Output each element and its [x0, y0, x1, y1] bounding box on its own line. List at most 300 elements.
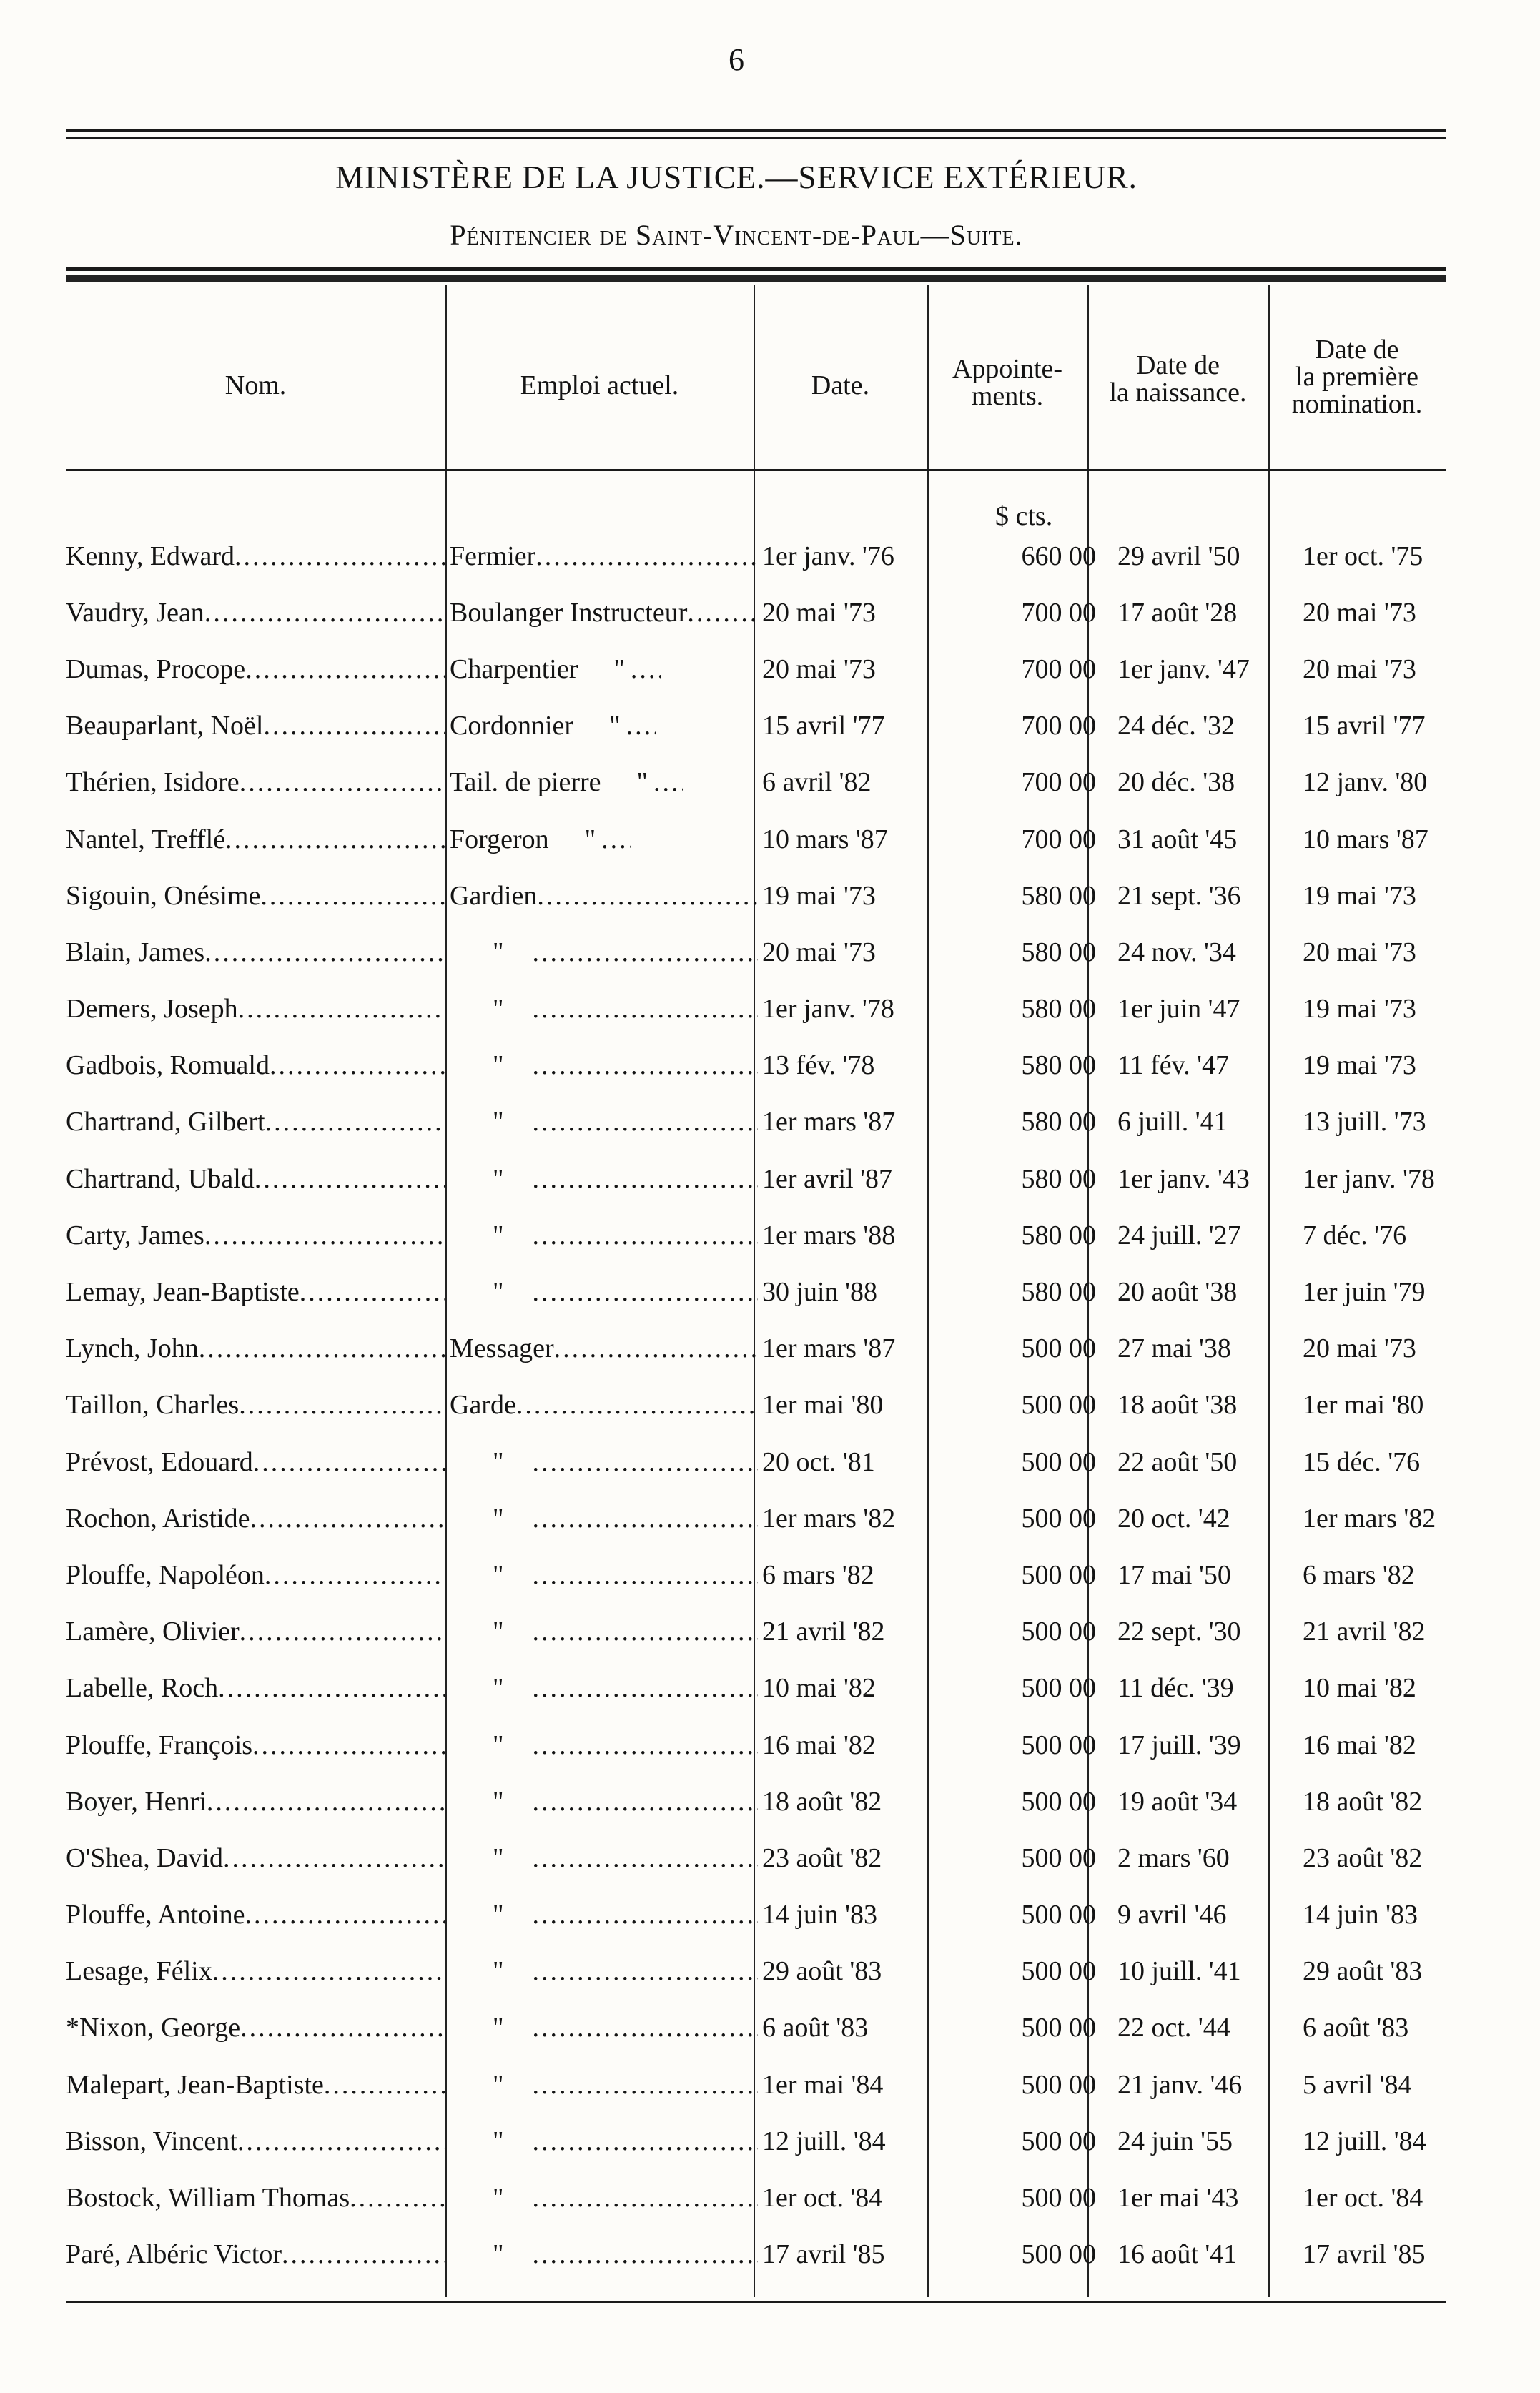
ditto-mark: " [493, 1617, 504, 1647]
cell-nom [66, 2226, 445, 2283]
cell-appointements: 580 00 [1021, 994, 1096, 1025]
nom-text: Boyer, Henri [66, 1786, 207, 1817]
page-title: MINISTÈRE DE LA JUSTICE.—SERVICE EXTÉRIEUR. [335, 159, 1137, 195]
cell-naissance: 22 août '50 [1117, 1446, 1238, 1477]
cell-naissance: 11 déc. '39 [1117, 1673, 1234, 1704]
emploi-text: Gardien [450, 880, 538, 911]
cell-naissance: 2 mars '60 [1117, 1842, 1230, 1873]
cell-emploi [445, 1037, 758, 1094]
header-naissance-line1: Date de [1135, 350, 1220, 380]
cell-date: 15 avril '77 [762, 711, 885, 741]
cell-nom [66, 1207, 445, 1263]
leader-dots [537, 880, 758, 912]
ditto-mark: " [493, 1786, 504, 1817]
leader-dots [204, 1220, 445, 1251]
cell-appointements: 500 00 [1021, 1390, 1096, 1421]
cell-premiere-nomination: 12 juill. '84 [1303, 2126, 1426, 2156]
cell-premiere-nomination: 20 mai '73 [1303, 653, 1416, 684]
header-premiere-line3: nomination. [1291, 389, 1423, 419]
table-row [66, 867, 1446, 924]
leader-dots [631, 653, 661, 685]
table-row [66, 1887, 1446, 1943]
ditto-mark: " [493, 994, 504, 1025]
header-naissance-line2: la naissance. [1109, 378, 1247, 408]
leader-dots [223, 1842, 445, 1874]
cell-emploi [445, 1434, 758, 1490]
leader-dots [270, 1050, 445, 1081]
cell-appointements: 580 00 [1021, 1050, 1096, 1081]
cell-appointements: 500 00 [1021, 2183, 1096, 2214]
nom-text: Paré, Albéric Victor [66, 2239, 282, 2270]
cell-appointements: 500 00 [1021, 1842, 1096, 1873]
cell-appointements: 500 00 [1021, 1446, 1096, 1477]
emploi-text: Fermier [450, 541, 536, 571]
cell-date: 30 juin '88 [762, 1277, 877, 1308]
cell-premiere-nomination: 16 mai '82 [1303, 1730, 1416, 1760]
ditto-mark: " [493, 2126, 504, 2156]
header-premiere-line1: Date de [1315, 335, 1399, 365]
nom-text: Lynch, John [66, 1333, 199, 1364]
table-row [66, 1604, 1446, 1660]
cell-premiere-nomination: 14 juin '83 [1303, 1900, 1418, 1930]
cell-date: 6 avril '82 [762, 767, 872, 798]
cell-emploi [445, 1604, 758, 1660]
cell-naissance: 24 juill. '27 [1117, 1220, 1241, 1250]
cell-nom [66, 1717, 445, 1773]
cell-appointements: 500 00 [1021, 2069, 1096, 2100]
leader-dots [350, 2182, 445, 2214]
cell-emploi [445, 1943, 758, 2000]
cell-appointements: 500 00 [1021, 1786, 1096, 1817]
cell-nom [66, 2113, 445, 2169]
cell-nom [66, 981, 445, 1037]
leader-dots [626, 710, 656, 741]
nom-text: Beauparlant, Noël [66, 711, 264, 741]
cell-naissance: 18 août '38 [1117, 1390, 1238, 1421]
cell-nom [66, 1887, 445, 1943]
cell-naissance: 1er juin '47 [1117, 994, 1240, 1025]
cell-nom [66, 1943, 445, 2000]
cell-nom [66, 641, 445, 697]
cell-nom [66, 2056, 445, 2113]
cell-nom [66, 1263, 445, 1320]
leader-dots [533, 1559, 758, 1591]
cell-nom [66, 754, 445, 811]
cell-date: 18 août '82 [762, 1786, 882, 1817]
header-premiere-line2: la première [1295, 362, 1418, 392]
cell-emploi [445, 1094, 758, 1150]
leader-dots [300, 1276, 445, 1308]
nom-text: Gadbois, Romuald [66, 1050, 270, 1081]
leader-dots [282, 2239, 445, 2270]
leader-dots [533, 1050, 758, 1081]
cell-nom [66, 1037, 445, 1094]
cell-naissance: 17 juill. '39 [1117, 1730, 1241, 1760]
cell-naissance: 24 nov. '34 [1117, 937, 1236, 967]
cell-date: 13 fév. '78 [762, 1050, 875, 1081]
subtitle-rule-thick [66, 275, 1446, 282]
cell-nom [66, 698, 445, 754]
cell-appointements: 500 00 [1021, 1559, 1096, 1590]
nom-text: Dumas, Procope [66, 653, 246, 684]
emploi-text: Cordonnier [450, 711, 574, 741]
nom-text: Lamère, Olivier [66, 1617, 240, 1647]
cell-emploi [445, 867, 758, 924]
ditto-mark: " [584, 824, 596, 854]
leader-dots [252, 1730, 445, 1761]
cell-emploi [445, 924, 758, 980]
leader-dots [533, 1955, 758, 1987]
cell-date: 10 mai '82 [762, 1673, 876, 1704]
leader-dots [239, 1389, 445, 1421]
emploi-text: Boulanger Instructeur [450, 597, 688, 628]
cell-premiere-nomination: 15 déc. '76 [1303, 1446, 1421, 1477]
cell-emploi [445, 2113, 758, 2169]
cell-premiere-nomination: 13 juill. '73 [1303, 1107, 1426, 1138]
leader-dots [554, 1333, 758, 1364]
table-row [66, 754, 1446, 811]
leader-dots [653, 766, 683, 798]
leader-dots [218, 1672, 445, 1704]
nom-text: Chartrand, Gilbert [66, 1107, 265, 1138]
nom-text: Bisson, Vincent [66, 2126, 237, 2156]
leader-dots [240, 2012, 445, 2043]
table-row [66, 1830, 1446, 1886]
cell-premiere-nomination: 19 mai '73 [1303, 1050, 1416, 1081]
table-row [66, 641, 1446, 697]
cell-date: 1er avril '87 [762, 1163, 893, 1194]
cell-premiere-nomination: 12 janv. '80 [1303, 767, 1428, 798]
leader-dots [263, 710, 445, 741]
cell-emploi [445, 698, 758, 754]
ditto-mark: " [493, 2239, 504, 2270]
ditto-mark: " [493, 2069, 504, 2100]
header-emploi: Emploi actuel. [520, 370, 679, 400]
leader-dots [533, 2182, 758, 2214]
cell-date: 12 juill. '84 [762, 2126, 886, 2156]
nom-text: O'Shea, David [66, 1842, 224, 1873]
leader-dots [533, 1220, 758, 1251]
nom-text: Labelle, Roch [66, 1673, 219, 1704]
cell-appointements: 580 00 [1021, 1163, 1096, 1194]
page-number: 6 [729, 42, 744, 77]
header-appointements-line1: Appointe- [952, 354, 1063, 384]
ditto-mark: " [493, 1163, 504, 1194]
nom-text: Malepart, Jean-Baptiste [66, 2069, 324, 2100]
table-row [66, 981, 1446, 1037]
cell-premiere-nomination: 1er oct. '84 [1303, 2183, 1423, 2214]
leader-dots [533, 1786, 758, 1817]
nom-text: Rochon, Aristide [66, 1503, 250, 1534]
table-row [66, 2169, 1446, 2226]
leader-dots [533, 1730, 758, 1761]
cell-premiere-nomination: 20 mai '73 [1303, 937, 1416, 967]
leader-dots [265, 1106, 445, 1138]
subtitle-rule [66, 267, 1446, 271]
cell-premiere-nomination: 18 août '82 [1303, 1786, 1423, 1817]
cell-nom [66, 1830, 445, 1886]
cell-premiere-nomination: 1er mars '82 [1303, 1503, 1436, 1534]
nom-text: Demers, Joseph [66, 994, 238, 1025]
cell-date: 1er mars '87 [762, 1333, 896, 1364]
leader-dots [533, 2012, 758, 2043]
ditto-mark: " [493, 1559, 504, 1590]
ditto-mark: " [613, 653, 625, 684]
cell-appointements: 500 00 [1021, 1673, 1096, 1704]
cell-premiere-nomination: 5 avril '84 [1303, 2069, 1412, 2100]
cell-emploi [445, 981, 758, 1037]
table-row [66, 1037, 1446, 1094]
cell-premiere-nomination: 1er oct. '75 [1303, 541, 1423, 571]
table-row [66, 528, 1446, 584]
cell-nom [66, 924, 445, 980]
cell-naissance: 17 mai '50 [1117, 1559, 1231, 1590]
cell-naissance: 6 juill. '41 [1117, 1107, 1228, 1138]
cell-date: 14 juin '83 [762, 1900, 877, 1930]
table-row [66, 1434, 1446, 1490]
cell-appointements: 700 00 [1021, 653, 1096, 684]
cell-emploi [445, 1717, 758, 1773]
cell-appointements: 580 00 [1021, 937, 1096, 967]
cell-nom [66, 867, 445, 924]
cell-naissance: 29 avril '50 [1117, 541, 1240, 571]
leader-dots [601, 824, 631, 855]
emploi-text: Messager [450, 1333, 554, 1364]
cell-premiere-nomination: 29 août '83 [1303, 1956, 1423, 1987]
nom-text: Prévost, Edouard [66, 1446, 253, 1477]
cell-emploi [445, 2056, 758, 2113]
nom-text: Nantel, Trefflé [66, 824, 226, 854]
nom-text: Taillon, Charles [66, 1390, 240, 1421]
nom-text: Carty, James [66, 1220, 204, 1250]
ditto-mark: " [493, 1107, 504, 1138]
nom-text: Thérien, Isidore [66, 767, 240, 798]
cell-appointements: 500 00 [1021, 1503, 1096, 1534]
leader-dots [516, 1389, 758, 1421]
cell-naissance: 24 juin '55 [1117, 2126, 1233, 2156]
cell-emploi [445, 754, 758, 811]
cell-premiere-nomination: 19 mai '73 [1303, 880, 1416, 911]
cell-emploi [445, 1490, 758, 1546]
leader-dots [533, 1899, 758, 1930]
staff-table-body [66, 528, 1446, 2283]
cell-premiere-nomination: 6 août '83 [1303, 2013, 1409, 2043]
currency-label: $ cts. [995, 501, 1053, 531]
leader-dots [225, 824, 445, 855]
cell-date: 16 mai '82 [762, 1730, 876, 1760]
cell-date: 1er janv. '76 [762, 541, 894, 571]
cell-date: 1er mars '88 [762, 1220, 896, 1250]
table-row [66, 1321, 1446, 1377]
cell-date: 21 avril '82 [762, 1617, 885, 1647]
table-row [66, 1094, 1446, 1150]
leader-dots [204, 597, 445, 628]
emploi-text: Forgeron [450, 824, 549, 854]
table-row [66, 1943, 1446, 2000]
nom-text: Sigouin, Onésime [66, 880, 261, 911]
cell-date: 1er mars '87 [762, 1107, 896, 1138]
cell-date: 10 mars '87 [762, 824, 888, 854]
leader-dots [324, 2069, 445, 2101]
table-row [66, 584, 1446, 641]
nom-text: Plouffe, Napoléon [66, 1559, 265, 1590]
cell-nom [66, 1490, 445, 1546]
cell-premiere-nomination: 10 mai '82 [1303, 1673, 1416, 1704]
table-row [66, 811, 1446, 867]
cell-naissance: 22 oct. '44 [1117, 2013, 1230, 2043]
ditto-mark: " [493, 1446, 504, 1477]
ditto-mark: " [493, 1900, 504, 1930]
ditto-mark: " [493, 2183, 504, 2214]
cell-nom [66, 1377, 445, 1434]
emploi-text: Tail. de pierre [450, 767, 601, 798]
cell-date: 1er oct. '84 [762, 2183, 883, 2214]
cell-naissance: 24 déc. '32 [1117, 711, 1235, 741]
cell-nom [66, 1150, 445, 1207]
cell-date: 20 mai '73 [762, 937, 876, 967]
cell-nom [66, 1434, 445, 1490]
cell-premiere-nomination: 17 avril '85 [1303, 2239, 1426, 2270]
ditto-mark: " [493, 1842, 504, 1873]
table-row [66, 1207, 1446, 1263]
ditto-mark: " [493, 1730, 504, 1760]
leader-dots [204, 937, 445, 968]
cell-emploi [445, 584, 758, 641]
cell-appointements: 580 00 [1021, 1107, 1096, 1138]
cell-premiere-nomination: 6 mars '82 [1303, 1559, 1415, 1590]
cell-appointements: 580 00 [1021, 1277, 1096, 1308]
cell-premiere-nomination: 21 avril '82 [1303, 1617, 1426, 1647]
leader-dots [533, 1276, 758, 1308]
cell-date: 6 mars '82 [762, 1559, 874, 1590]
cell-naissance: 27 mai '38 [1117, 1333, 1231, 1364]
cell-nom [66, 584, 445, 641]
nom-text: Kenny, Edward [66, 541, 235, 571]
cell-emploi [445, 1660, 758, 1717]
cell-emploi [445, 1546, 758, 1603]
cell-date: 1er mars '82 [762, 1503, 896, 1534]
cell-date: 29 août '83 [762, 1956, 882, 1987]
nom-text: Bostock, William Thomas [66, 2183, 350, 2214]
cell-nom [66, 2169, 445, 2226]
table-row [66, 1150, 1446, 1207]
table-row [66, 1773, 1446, 1830]
cell-naissance: 20 oct. '42 [1117, 1503, 1230, 1534]
cell-nom [66, 811, 445, 867]
cell-naissance: 9 avril '46 [1117, 1900, 1227, 1930]
leader-dots [265, 1559, 445, 1591]
table-row [66, 2056, 1446, 2113]
cell-premiere-nomination: 1er mai '80 [1303, 1390, 1424, 1421]
cell-premiere-nomination: 1er juin '79 [1303, 1277, 1426, 1308]
header-nom: Nom. [224, 370, 287, 400]
cell-date: 23 août '82 [762, 1842, 882, 1873]
cell-appointements: 580 00 [1021, 1220, 1096, 1250]
cell-premiere-nomination: 19 mai '73 [1303, 994, 1416, 1025]
leader-dots [253, 1446, 445, 1478]
cell-premiere-nomination: 1er janv. '78 [1303, 1163, 1435, 1194]
cell-appointements: 700 00 [1021, 711, 1096, 741]
ditto-mark: " [493, 1220, 504, 1250]
leader-dots [533, 2126, 758, 2157]
ditto-mark: " [609, 711, 621, 741]
cell-appointements: 700 00 [1021, 767, 1096, 798]
nom-text: Plouffe, François [66, 1730, 253, 1760]
leader-dots [237, 2126, 445, 2157]
leader-dots [533, 1842, 758, 1874]
cell-premiere-nomination: 20 mai '73 [1303, 597, 1416, 628]
cell-emploi [445, 1207, 758, 1263]
nom-text: Blain, James [66, 937, 205, 967]
cell-emploi [445, 2000, 758, 2056]
cell-emploi [445, 1377, 758, 1434]
cell-nom [66, 1660, 445, 1717]
cell-date: 20 mai '73 [762, 597, 876, 628]
header-naissance [1087, 352, 1268, 406]
cell-date: 20 mai '73 [762, 653, 876, 684]
header-premiere-nomination [1268, 336, 1446, 418]
cell-nom [66, 1773, 445, 1830]
leader-dots [238, 993, 445, 1025]
cell-naissance: 31 août '45 [1117, 824, 1238, 854]
cell-premiere-nomination: 23 août '82 [1303, 1842, 1423, 1873]
ditto-mark: " [493, 1673, 504, 1704]
table-row [66, 1490, 1446, 1546]
leader-dots [533, 1106, 758, 1138]
cell-date: 17 avril '85 [762, 2239, 885, 2270]
cell-appointements: 500 00 [1021, 2126, 1096, 2156]
header-appointements-line2: ments. [971, 381, 1044, 411]
leader-dots [533, 2069, 758, 2101]
cell-emploi [445, 1321, 758, 1377]
ditto-mark: " [636, 767, 648, 798]
table-row [66, 2000, 1446, 2056]
leader-dots [199, 1333, 445, 1364]
cell-nom [66, 1094, 445, 1150]
ditto-mark: " [493, 937, 504, 967]
cell-appointements: 700 00 [1021, 824, 1096, 854]
cell-date: 1er mai '80 [762, 1390, 884, 1421]
cell-date: 6 août '83 [762, 2013, 869, 2043]
cell-premiere-nomination: 10 mars '87 [1303, 824, 1428, 854]
nom-text: Vaudry, Jean [66, 597, 204, 628]
ditto-mark: " [493, 2013, 504, 2043]
header-appointements [927, 355, 1087, 410]
cell-naissance: 22 sept. '30 [1117, 1617, 1241, 1647]
cell-nom [66, 1604, 445, 1660]
leader-dots [250, 1503, 445, 1534]
ditto-mark: " [493, 1956, 504, 1987]
cell-emploi [445, 1887, 758, 1943]
header-date: Date. [811, 370, 870, 400]
cell-emploi [445, 1263, 758, 1320]
cell-emploi [445, 811, 758, 867]
nom-text: Lesage, Félix [66, 1956, 212, 1987]
leader-dots [245, 1899, 445, 1930]
cell-premiere-nomination: 20 mai '73 [1303, 1333, 1416, 1364]
bottom-rule [66, 2301, 1446, 2303]
cell-emploi [445, 1150, 758, 1207]
leader-dots [533, 1616, 758, 1647]
nom-text: Plouffe, Antoine [66, 1900, 245, 1930]
cell-naissance: 21 sept. '36 [1117, 880, 1241, 911]
cell-emploi [445, 2226, 758, 2283]
cell-naissance: 1er janv. '47 [1117, 653, 1250, 684]
leader-dots [533, 1446, 758, 1478]
table-row [66, 1660, 1446, 1717]
leader-dots [533, 993, 758, 1025]
cell-premiere-nomination: 7 déc. '76 [1303, 1220, 1407, 1250]
